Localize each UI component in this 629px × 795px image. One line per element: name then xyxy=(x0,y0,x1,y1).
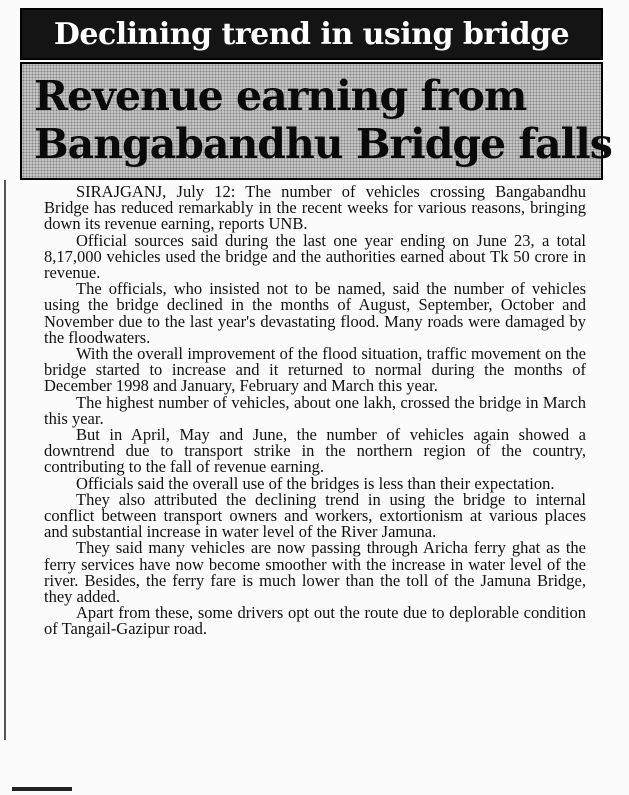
headline-box xyxy=(20,62,612,180)
kicker-title: Declining trend in using bridge xyxy=(53,16,570,52)
kicker-banner xyxy=(20,8,603,60)
article-paragraph-8: They also attributed the declining trend in using the bridge to internal conflict between transport owners and workers, extortionism at various places and substantial increase in water level of the River Jamuna. xyxy=(44,489,586,542)
headline-line-2: Bangabandhu Bridge falls xyxy=(34,120,612,168)
article-body xyxy=(44,184,586,638)
article-paragraph-6: But in April, May and June, the number of vehicles again showed a downtrend due to transport strike in the northern region of the country, contributing to the fall of revenue earning. xyxy=(44,425,586,477)
article-paragraph-1: SIRAJGANJ, July 12: The number of vehicles crossing Bangabandhu Bridge has reduced remarkably in the recent weeks for various reasons, bringing down its revenue earning, reports UNB. xyxy=(44,182,586,234)
article-paragraph-4: With the overall improvement of the flood situation, traffic movement on the bridge started to increase and it returned to normal during the months of December 1998 and January, February and March this year. xyxy=(44,344,586,396)
article-paragraph-10: Apart from these, some drivers opt out the route due to deplorable condition of Tangail-Gazipur road. xyxy=(44,603,586,639)
article-paragraph-5: The highest number of vehicles, about one lakh, crossed the bridge in March this year. xyxy=(44,392,586,428)
article-paragraph-2: Official sources said during the last one year ending on June 23, a total 8,17,000 vehicles used the bridge and the authorities earned about Tk 50 crore in revenue. xyxy=(44,230,586,283)
article-paragraph-3: The officials, who insisted not to be named, said the number of vehicles using the bridge declined in the months of August, September, October and November due to the last year's devastating flood. Many roads were damaged by the floodwaters. xyxy=(44,279,586,347)
bottom-rule-fragment xyxy=(12,787,72,791)
article-paragraph-7: Officials said the overall use of the bridges is less than their expectation. xyxy=(76,473,555,493)
column-rule xyxy=(4,180,6,740)
headline-line-1: Revenue earning from xyxy=(34,72,527,120)
article-paragraph-9: They said many vehicles are now passing through Aricha ferry ghat as the ferry services have now become smoother with the increase in water level of the river. Besides, the ferry fare is much lower than the toll of the Jamuna Bridge, they added. xyxy=(44,538,586,607)
